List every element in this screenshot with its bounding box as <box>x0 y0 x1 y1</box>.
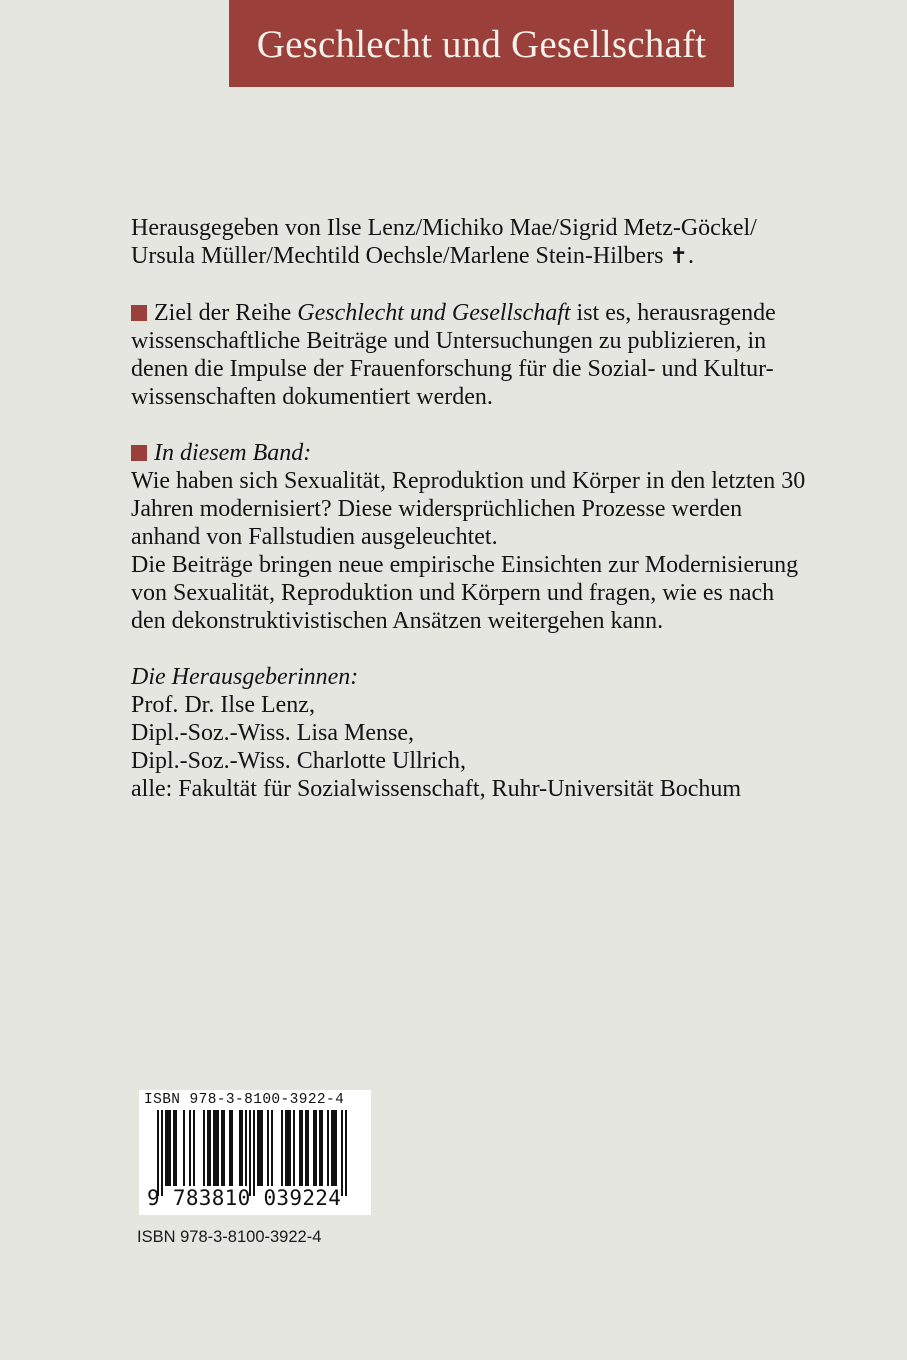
barcode-bar <box>167 1110 169 1186</box>
barcode-bar <box>173 1110 175 1186</box>
barcode-bar <box>315 1110 317 1186</box>
barcode-bar <box>261 1110 263 1186</box>
barcode-bar <box>285 1110 287 1186</box>
barcode-bar <box>175 1110 177 1186</box>
volume-line: Wie haben sich Sexualität, Reproduktion und Körper in den letzten 30 <box>131 468 806 494</box>
series-aim-block <box>131 299 831 411</box>
volume-block <box>131 439 831 635</box>
barcode-bar <box>327 1110 329 1186</box>
barcode-bar <box>293 1110 295 1186</box>
barcode-bar <box>307 1110 309 1186</box>
barcode-bar <box>231 1110 233 1186</box>
barcode-bar <box>331 1110 333 1186</box>
barcode-bar <box>217 1110 219 1186</box>
isbn-text: ISBN 978-3-8100-3922-4 <box>137 1228 322 1246</box>
barcode-bar <box>321 1110 323 1186</box>
volume-line: anhand von Fallstudien ausgeleuchtet. <box>131 524 498 550</box>
back-cover-text <box>131 214 831 803</box>
barcode-bar <box>271 1110 273 1186</box>
barcode-bar <box>161 1110 163 1196</box>
editors-line-2: Ursula Müller/Mechtild Oechsle/Marlene Stein-Hilbers ✝. <box>131 243 694 269</box>
barcode-bar <box>223 1110 225 1186</box>
series-title-italic: Geschlecht und Gesellschaft <box>297 300 571 326</box>
series-banner <box>229 0 734 87</box>
barcode-bar <box>341 1110 343 1196</box>
barcode-bar <box>189 1110 191 1186</box>
barcode-bar <box>241 1110 243 1186</box>
square-bullet-icon <box>131 445 147 461</box>
cross-icon: ✝ <box>669 244 688 269</box>
barcode-bar <box>319 1110 321 1186</box>
barcode-bar <box>215 1110 217 1186</box>
barcode-bar <box>249 1110 251 1196</box>
barcode-digits: 9 783810 039224 <box>147 1186 342 1210</box>
barcode <box>139 1090 371 1215</box>
barcode-bar <box>239 1110 241 1186</box>
volume-line: den dekonstruktivistischen Ansätzen weitergehen kann. <box>131 608 664 634</box>
barcode-bar <box>267 1110 269 1186</box>
barcode-bar <box>333 1110 335 1186</box>
barcode-bar <box>209 1110 211 1186</box>
volume-line: von Sexualität, Reproduktion und Körpern und fragen, wie es nach <box>131 580 775 606</box>
barcode-bar <box>253 1110 255 1196</box>
barcode-bar <box>257 1110 259 1186</box>
barcode-bar <box>281 1110 283 1186</box>
barcode-bar <box>221 1110 223 1186</box>
editors-info-heading: Die Herausgeberinnen: <box>131 664 359 690</box>
barcode-bar <box>203 1110 205 1186</box>
editor-line: Dipl.-Soz.-Wiss. Charlotte Ullrich, <box>131 748 466 774</box>
barcode-bar <box>313 1110 315 1186</box>
aim-line-4: wissenschaften dokumentiert werden. <box>131 384 493 410</box>
barcode-bar <box>183 1110 185 1186</box>
barcode-bar <box>169 1110 171 1186</box>
square-bullet-icon <box>131 305 147 321</box>
volume-heading: In diesem Band: <box>131 439 831 467</box>
barcode-bar <box>287 1110 289 1186</box>
barcode-bar <box>299 1110 301 1186</box>
barcode-bar <box>165 1110 167 1186</box>
barcode-bar <box>259 1110 261 1186</box>
editor-line: alle: Fakultät für Sozialwissenschaft, Ruhr-Universität Bochum <box>131 776 742 802</box>
barcode-bar <box>157 1110 159 1196</box>
volume-line: Jahren modernisiert? Diese widersprüchlichen Prozesse werden <box>131 496 743 522</box>
barcode-bar <box>345 1110 347 1196</box>
barcode-bar <box>213 1110 215 1186</box>
barcode-bar <box>193 1110 195 1186</box>
barcode-bar <box>207 1110 209 1186</box>
barcode-bar <box>289 1110 291 1186</box>
editors-line-1: Herausgegeben von Ilse Lenz/Michiko Mae/Sigrid Metz-Göckel/ <box>131 215 757 241</box>
editor-line: Prof. Dr. Ilse Lenz, <box>131 692 315 718</box>
aim-line-3: denen die Impulse der Frauenforschung für die Sozial- und Kultur- <box>131 356 774 382</box>
barcode-bar <box>229 1110 231 1186</box>
editors-info-block <box>131 663 831 803</box>
barcode-bar <box>245 1110 247 1186</box>
barcode-isbn-label: ISBN 978-3-8100-3922-4 <box>144 1092 345 1108</box>
aim-line-1: Ziel der Reihe Geschlecht und Gesellschaft ist es, herausragende <box>131 299 831 327</box>
aim-line-2: wissenschaftliche Beiträge und Untersuchungen zu publizieren, in <box>131 328 767 354</box>
barcode-bar <box>305 1110 307 1186</box>
editors-block <box>131 214 831 271</box>
editor-line: Dipl.-Soz.-Wiss. Lisa Mense, <box>131 720 414 746</box>
barcode-bar <box>301 1110 303 1186</box>
series-title: Geschlecht und Gesellschaft <box>256 23 707 66</box>
volume-line: Die Beiträge bringen neue empirische Einsichten zur Modernisierung <box>131 552 799 578</box>
barcode-bar <box>335 1110 337 1186</box>
